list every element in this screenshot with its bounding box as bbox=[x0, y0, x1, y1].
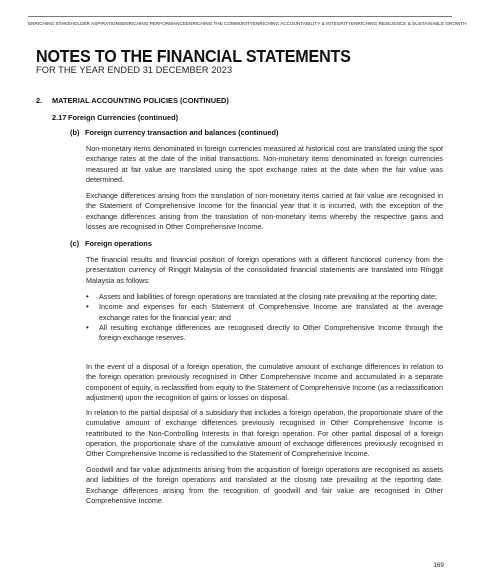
section-heading bbox=[36, 96, 229, 106]
bullet-icon: • bbox=[86, 292, 89, 301]
subsection-label: Foreign Currencies (continued) bbox=[68, 113, 179, 122]
item-b-paragraph-2: Exchange differences arising from the translation of non-monetary items carried at fair value are recognised in the Statement of Comprehensive Income for the financial year that it is incurred, with the exception of the exchange differences arising from the translation of non-monetary items whereby the respective gains and losses are recognised in Other Comprehensive Income. bbox=[86, 191, 443, 231]
bullet-text: All resulting exchange differences are recognised directly to Other Comprehensive Income through the foreign exchange reserves. bbox=[99, 322, 443, 343]
item-c-title: Foreign operations bbox=[85, 239, 152, 248]
bullet-icon: • bbox=[86, 322, 89, 332]
item-b-title: Foreign currency transaction and balances (continued) bbox=[85, 128, 279, 137]
nav-item-performance[interactable]: ENRICHING PERFORMANCE bbox=[122, 21, 186, 26]
nav-item-accountability-integrity[interactable]: ENRICHING ACCOUNTABILITY & INTEGRITY bbox=[252, 21, 352, 26]
page-number: 169 bbox=[433, 562, 444, 569]
item-b-paragraph-1: Non-monetary items denominated in foreign currencies measured at historical cost are translated using the spot exchange rates at the date of the initial transactions. Non-monetary items denominated in foreign currencies measured at fair value are translated using the spot exchange rates at the date when the fair value was determined. bbox=[86, 144, 443, 184]
item-c-label: (c) bbox=[70, 239, 80, 248]
subsection-heading bbox=[52, 113, 178, 123]
nav-item-resilience-growth[interactable]: ENRICHING RESILIENCE & SUSTAINABLE GROWTH bbox=[351, 21, 467, 26]
item-c-bullet-list bbox=[86, 292, 443, 343]
page-title: NOTES TO THE FINANCIAL STATEMENTS bbox=[36, 46, 351, 66]
item-b-label: (b) bbox=[70, 128, 80, 137]
list-item bbox=[86, 292, 443, 302]
item-c-heading bbox=[70, 239, 152, 249]
item-c-paragraph-4: Goodwill and fair value adjustments arising from the acquisition of foreign operations are recognised as assets and liabilities of the foreign operations and translated at the closing rate prevailing at the reporting date. Exchange differences arising from the recognition of goodwill and fair value are recognised in Other Comprehensive Income. bbox=[86, 465, 443, 505]
section-label: MATERIAL ACCOUNTING POLICIES (CONTINUED) bbox=[52, 96, 229, 105]
bullet-text: Assets and liabilities of foreign operations are translated at the closing rate prevailing at the reporting date; bbox=[99, 292, 438, 301]
bullet-icon: • bbox=[86, 302, 89, 312]
item-c-paragraph-2: In the event of a disposal of a foreign operation, the cumulative amount of exchange differences in relation to the foreign operation previously recognised in Other Comprehensive Income and accumulated in a separate component of equity, is reclassified from equity to the Statement of Comprehensive Income (as a reclassification adjustment) upon the recognition of gains or losses on disposal. bbox=[86, 362, 443, 402]
item-b-heading bbox=[70, 128, 278, 138]
nav-item-stakeholder-aspirations[interactable]: ENRICHING STAKEHOLDER ASPIRATIONS bbox=[28, 21, 123, 26]
item-c-paragraph-3: In relation to the partial disposal of a subsidiary that includes a foreign operation, the proportionate share of the cumulative amount of exchange differences previously recognised in Other Comprehensive Income is reattributed to the Non-Controlling Interests in that foreign operation. For other partial disposal of a foreign operation, the proportionate share of the cumulative amount of exchange differences previously recognised in Other Comprehensive Income is reclassified to the Statement of Comprehensive Income. bbox=[86, 408, 443, 459]
list-item bbox=[86, 323, 443, 344]
top-navigation bbox=[28, 16, 467, 26]
list-item bbox=[86, 302, 443, 323]
subsection-number: 2.17 bbox=[52, 113, 67, 122]
bullet-text: Income and expenses for each Statement of Comprehensive Income are translated at the average exchange rates for the financial year; and bbox=[99, 302, 443, 322]
item-c-paragraph-1: The financial results and financial position of foreign operations with a different functional currency from the presentation currency of Ringgit Malaysia of the consolidated financial statements are translated into Ringgit Malaysia as follows: bbox=[86, 255, 443, 285]
page-subtitle: FOR THE YEAR ENDED 31 DECEMBER 2023 bbox=[36, 65, 233, 75]
section-number: 2. bbox=[36, 96, 43, 105]
nav-item-community[interactable]: ENRICHING THE COMMUNITY bbox=[185, 21, 253, 26]
